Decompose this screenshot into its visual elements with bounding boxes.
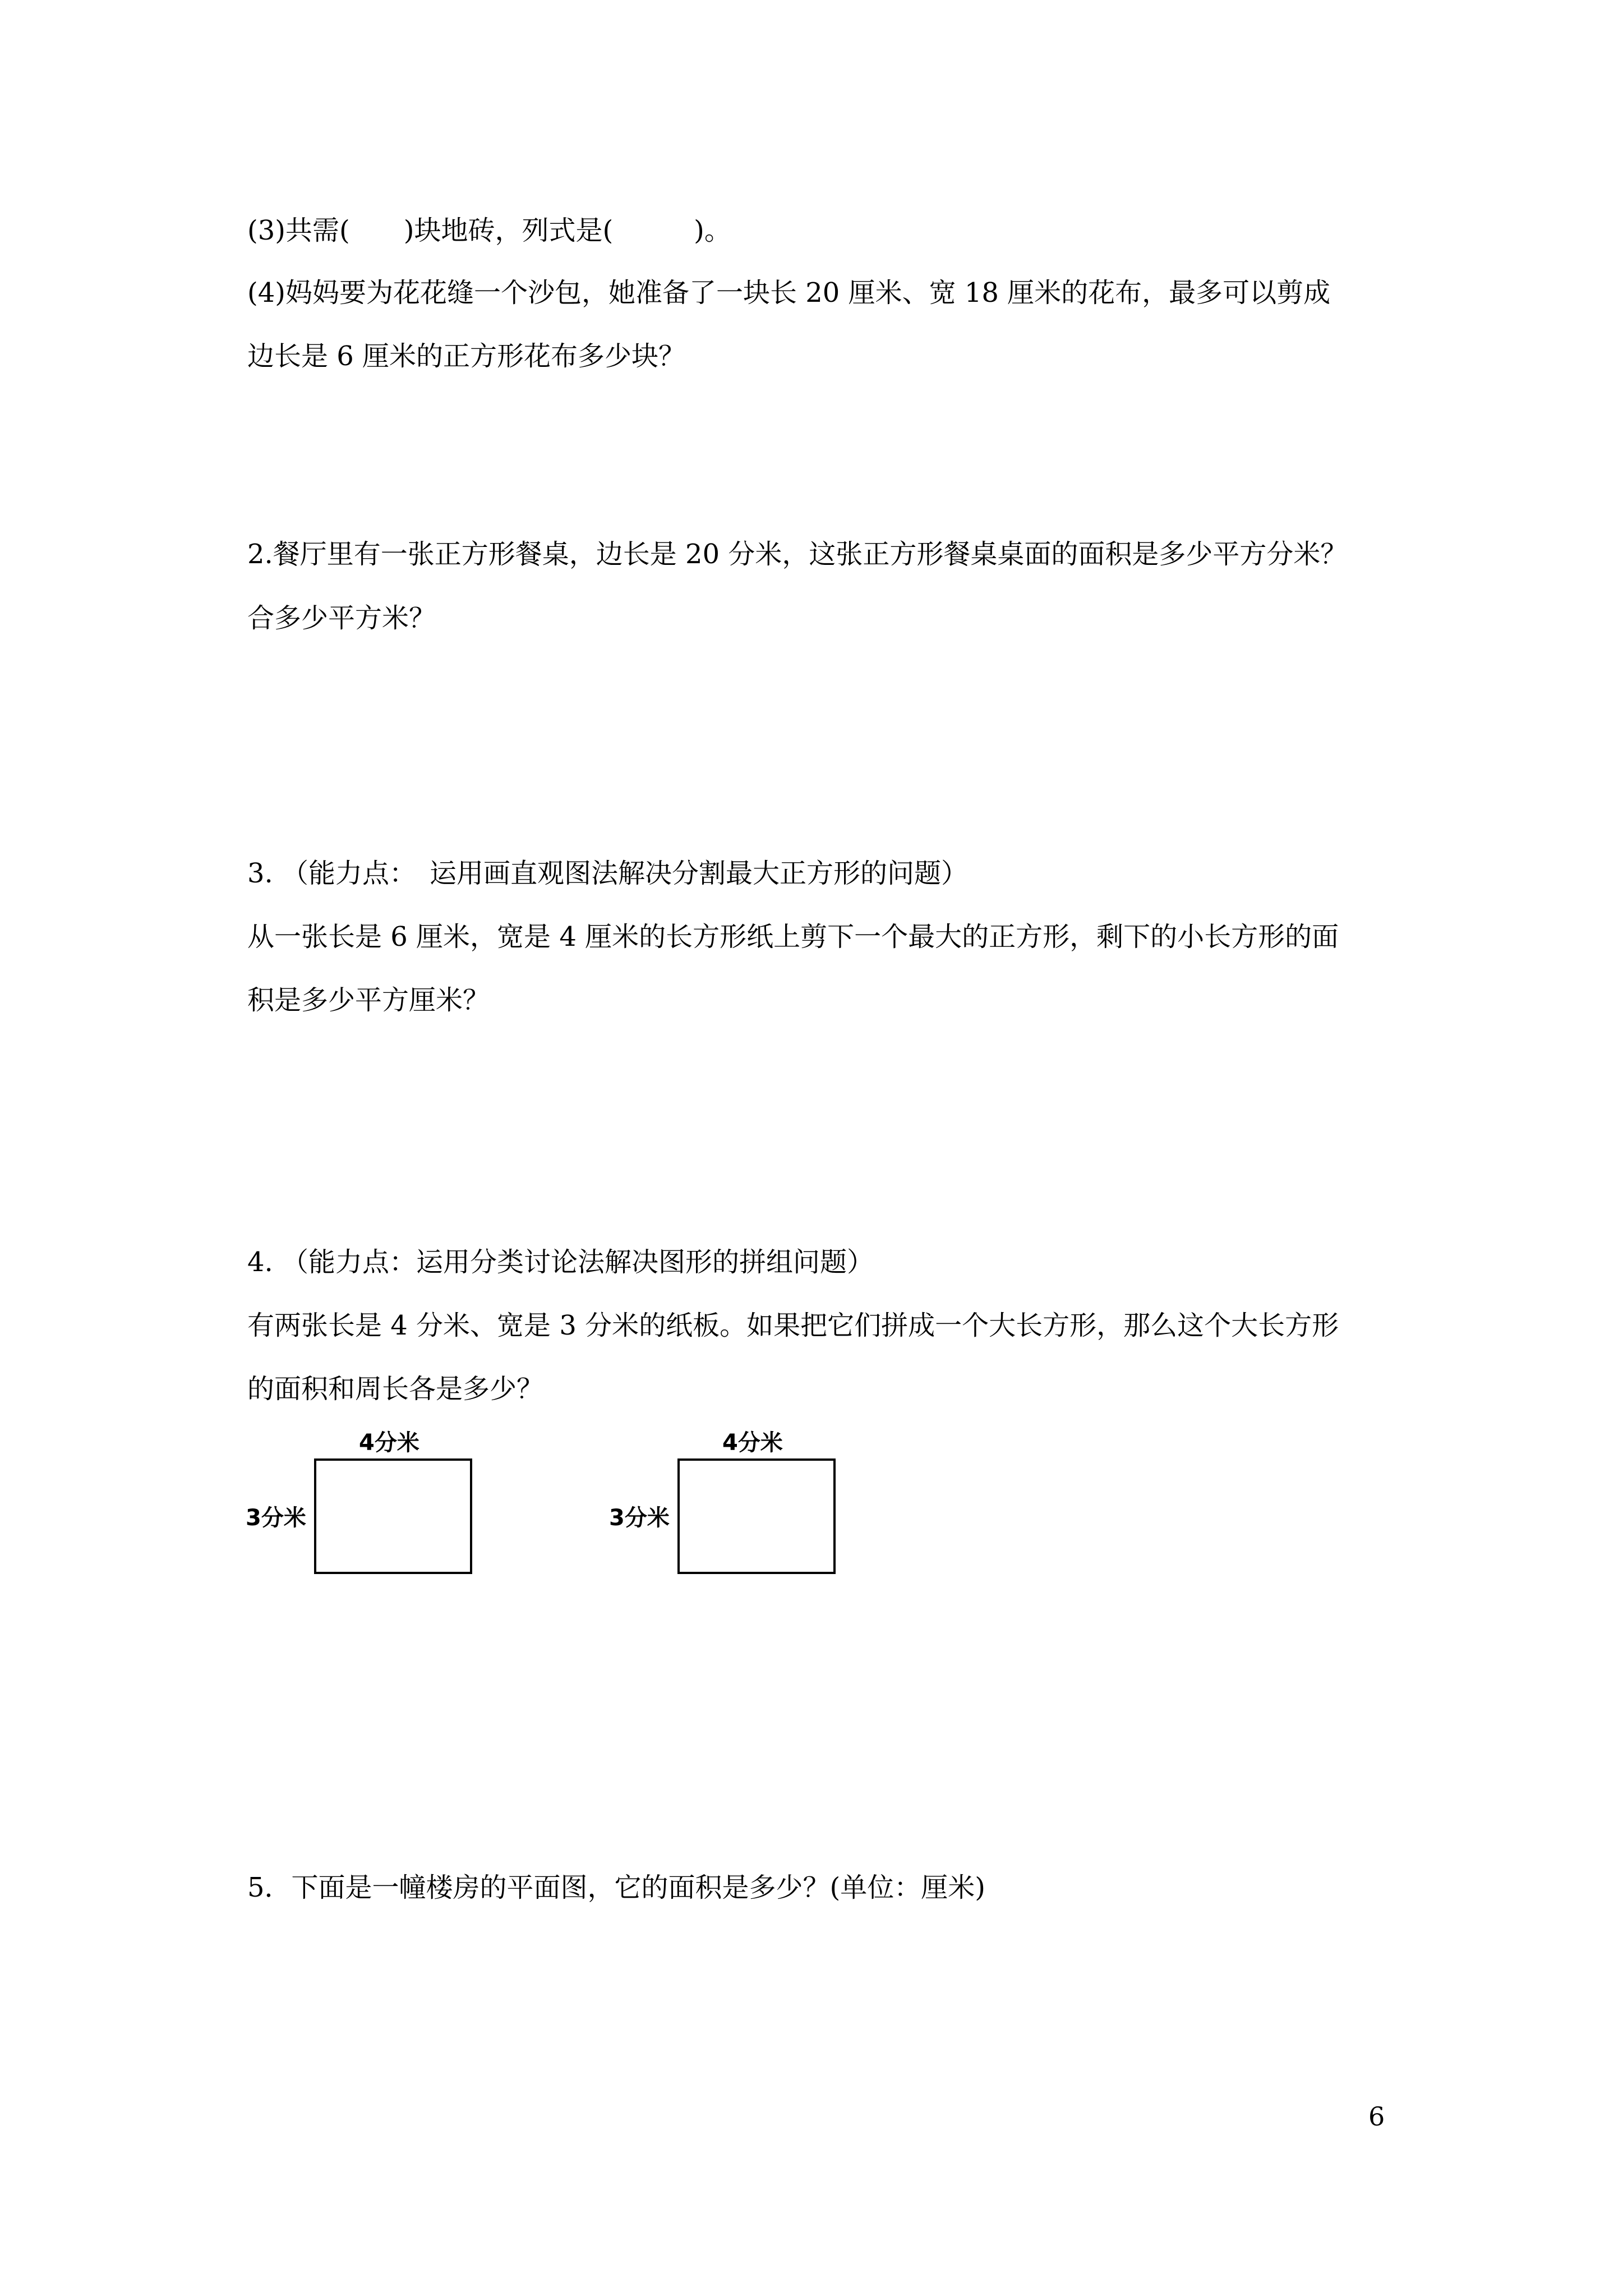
q2-text-line2: 合多少平方米？ — [247, 602, 436, 634]
q1-part4-text-line2: 边长是 6 厘米的正方形花布多少块？ — [247, 341, 686, 372]
q5-text: 5．下面是一幢楼房的平面图，它的面积是多少？(单位：厘米) — [247, 1872, 985, 1903]
q4-text-line1: 有两张长是 4 分米、宽是 3 分米的纸板。如果把它们拼成一个大长方形，那么这个大长方形 — [247, 1310, 1339, 1341]
rectangle-figure-1 — [241, 1425, 488, 1582]
q2-text-line1: 2.餐厅里有一张正方形餐桌，边长是 20 分米，这张正方形餐桌桌面的面积是多少平方分米？ — [247, 539, 1348, 570]
rectangle-2-length-label: 4分米 — [722, 1430, 783, 1456]
q1-part4-text-line1: (4)妈妈要为花花缝一个沙包，她准备了一块长 20 厘米、宽 18 厘米的花布，最多可以剪成 — [247, 277, 1331, 309]
q4-text-line2: 的面积和周长各是多少？ — [247, 1373, 544, 1405]
rectangle-1 — [314, 1458, 472, 1574]
rectangle-figure-2 — [605, 1425, 851, 1582]
q3-heading: 3. （能力点： 运用画直观图法解决分割最大正方形的问题） — [247, 858, 969, 889]
rectangle-2 — [677, 1458, 836, 1574]
rectangle-1-length-label: 4分米 — [359, 1430, 419, 1456]
rectangle-2-width-label: 3分米 — [609, 1505, 670, 1531]
q3-text-line2: 积是多少平方厘米？ — [247, 984, 490, 1016]
rectangle-1-width-label: 3分米 — [246, 1505, 306, 1531]
q1-part3-text: (3)共需( )块地砖，列式是( )。 — [247, 215, 731, 246]
q4-heading: 4. （能力点：运用分类讨论法解决图形的拼组问题） — [247, 1246, 874, 1278]
q3-text-line1: 从一张长是 6 厘米，宽是 4 厘米的长方形纸上剪下一个最大的正方形，剩下的小长方形的面 — [247, 921, 1339, 953]
page-number: 6 — [1368, 2101, 1385, 2132]
